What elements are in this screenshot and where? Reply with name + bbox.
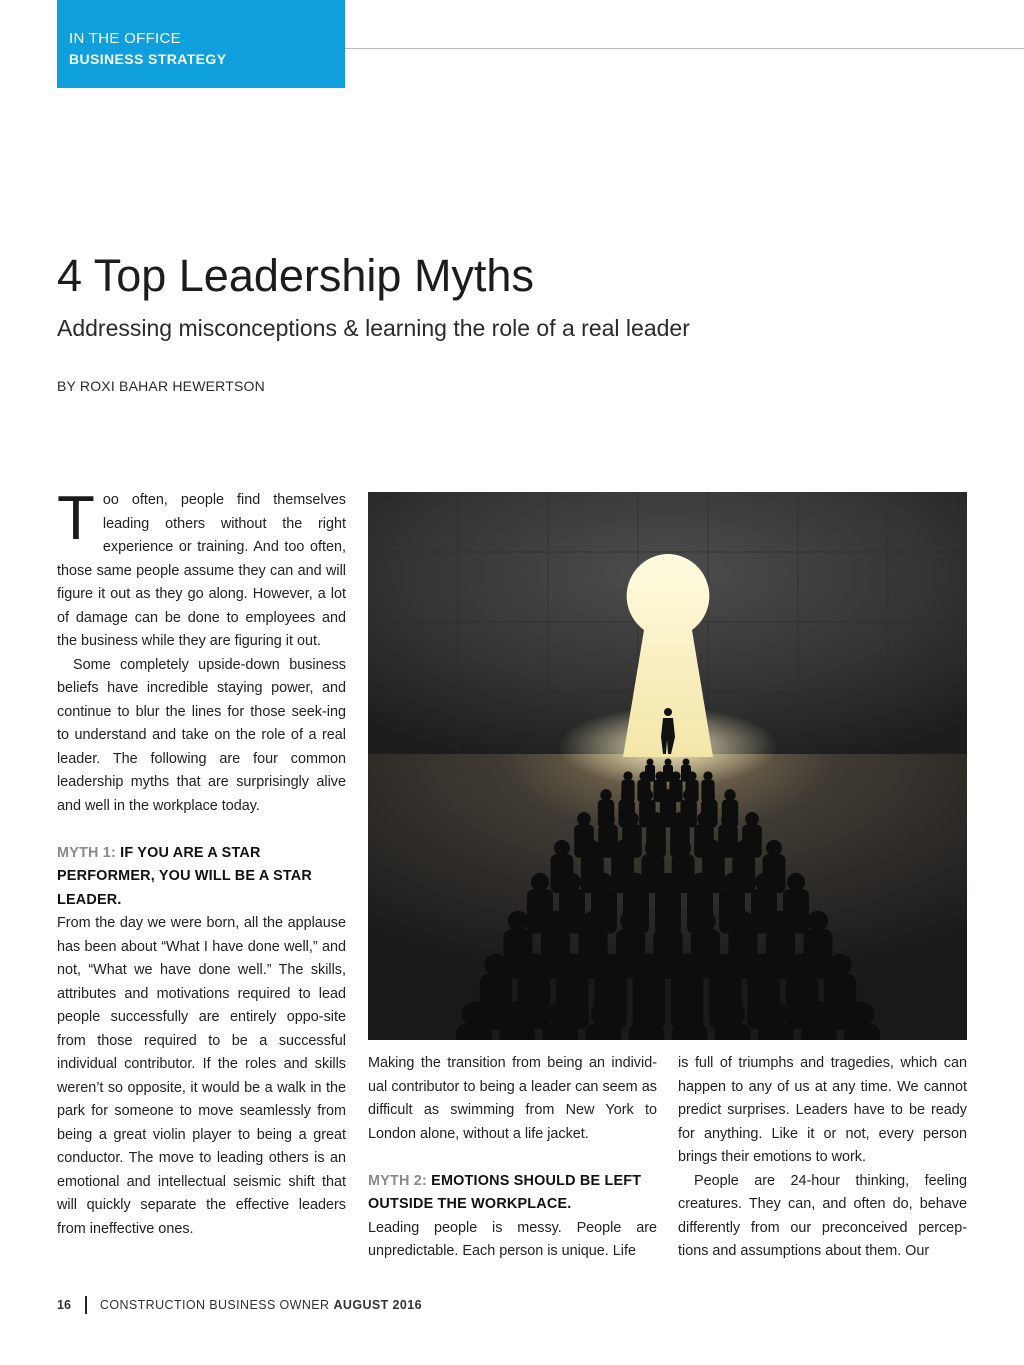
person-head: [673, 812, 687, 826]
person-body: [456, 1024, 492, 1040]
person-head: [659, 873, 677, 891]
header-rule: [345, 48, 1024, 49]
person-head: [790, 954, 813, 977]
myth-1-heading: [57, 842, 346, 913]
person-body: [715, 1024, 751, 1040]
person-head: [554, 840, 570, 856]
article-title: 4 Top Leadership Myths: [57, 250, 534, 301]
person-head: [662, 789, 673, 800]
person-head: [704, 789, 715, 800]
person-head: [808, 911, 828, 931]
column-2: [368, 1052, 657, 1264]
person-head: [671, 771, 680, 780]
person-head: [649, 812, 663, 826]
paragraph: Leading people is messy. People are unpredictable. Each person is unique. Life: [368, 1219, 657, 1259]
person-body: [663, 765, 673, 782]
person-head: [736, 840, 752, 856]
person-head: [577, 812, 591, 826]
person-head: [766, 840, 782, 856]
paragraph-intro: Too often, people find themselves leading others without the right experience or training. And too often, those same people assume they can and will figure it out as they go along. However, a lot of damage can be done to employees and the business while they are figuring it out.: [57, 484, 346, 649]
person-head: [752, 954, 775, 977]
person-head: [721, 812, 735, 826]
paragraph: Making the transition from being an individ-ual contributor to being a leader can seem as difficult as swimming from New York to London alone, without a life jacket.: [368, 1055, 657, 1142]
person-head: [627, 873, 645, 891]
person-head: [531, 873, 549, 891]
person-head: [462, 1002, 487, 1027]
drop-cap: T: [57, 484, 95, 553]
page-number: 16: [57, 1298, 71, 1312]
person-head: [733, 911, 753, 931]
person-head: [595, 873, 613, 891]
column-3: [678, 1052, 967, 1264]
person-head: [485, 954, 508, 977]
section-tag: [57, 0, 345, 88]
person-head: [642, 789, 653, 800]
person-head: [720, 1002, 745, 1027]
person-head: [655, 771, 664, 780]
person-head: [508, 911, 528, 931]
person-body: [598, 824, 618, 857]
person-body: [718, 824, 738, 857]
person-body: [844, 1024, 880, 1040]
publication-name: CONSTRUCTION BUSINESS OWNER: [99, 1298, 330, 1312]
person-head: [724, 789, 735, 800]
issue-date: AUGUST 2016: [333, 1298, 422, 1312]
person-head: [745, 812, 759, 826]
person-head: [695, 911, 715, 931]
myth-number: MYTH 2:: [368, 1172, 427, 1189]
paragraph: Some completely upside-down business beliefs have incredible staying power, and continue to blur the lines for those seek-ing to understand and take on the role of a real leader. The following are four common leadership myths that are surprisingly alive and well in the workplace today.: [57, 656, 346, 814]
person-head: [638, 954, 661, 977]
person-body: [758, 1024, 794, 1040]
paragraph: People are 24-hour thinking, feeling creatures. They can, and often do, behave differently from our preconceived percep-tions and assumptions about them. Our: [678, 1172, 967, 1259]
person-head: [677, 1002, 702, 1027]
person-body: [672, 1024, 708, 1040]
myth-number: MYTH 1:: [57, 844, 116, 861]
myth-title: EMOTIONS SHOULD BE LEFT OUTSIDE THE WORKPLACE.: [368, 1172, 642, 1212]
footer-divider: [85, 1296, 87, 1314]
person-body: [629, 1024, 665, 1040]
person-head: [523, 954, 546, 977]
person-head: [621, 789, 632, 800]
person-head: [787, 873, 805, 891]
person-head: [563, 873, 581, 891]
person-head: [561, 954, 584, 977]
person-body: [801, 1024, 837, 1040]
person-head: [683, 789, 694, 800]
person-head: [763, 1002, 788, 1027]
person-head: [683, 759, 690, 766]
person-head: [623, 771, 632, 780]
person-head: [599, 954, 622, 977]
person-head: [705, 840, 721, 856]
article-subtitle: Addressing misconceptions & learning the role of a real leader: [57, 315, 690, 341]
person-head: [600, 789, 611, 800]
page-footer: [57, 1296, 422, 1314]
person-head: [665, 759, 672, 766]
subsection-label: BUSINESS STRATEGY: [69, 51, 227, 67]
person-head: [548, 1002, 573, 1027]
person-head: [584, 840, 600, 856]
person-head: [676, 954, 699, 977]
person-head: [723, 873, 741, 891]
person-head: [714, 954, 737, 977]
column-1: [57, 484, 346, 1241]
person-head: [634, 1002, 659, 1027]
section-label: IN THE OFFICE: [69, 30, 181, 47]
person-head: [658, 911, 678, 931]
myth-title: IF YOU ARE A STAR PERFORMER, YOU WILL BE A STAR LEADER.: [57, 844, 312, 908]
person-head: [675, 840, 691, 856]
person-head: [505, 1002, 530, 1027]
paragraph: is full of triumphs and tragedies, which can happen to any of us at any time. We cannot predict surprises. Leaders have to be ready for anything. Like it or not, every person brings their emotions to work.: [678, 1055, 967, 1165]
person-head: [545, 911, 565, 931]
keyhole-crowd-photo: [368, 492, 967, 1040]
person-body: [542, 1024, 578, 1040]
myth-2-heading: [368, 1170, 657, 1217]
person-head: [687, 771, 696, 780]
person-body: [586, 1024, 622, 1040]
person-head: [697, 812, 711, 826]
person-head: [647, 759, 654, 766]
person-head: [806, 1002, 831, 1027]
person-head: [639, 771, 648, 780]
person-head: [829, 954, 852, 977]
person-head: [691, 873, 709, 891]
person-head: [583, 911, 603, 931]
person-head: [770, 911, 790, 931]
person-head: [615, 840, 631, 856]
person-head: [591, 1002, 616, 1027]
paragraph: From the day we were born, all the applause has been about “What I have done well,” and not, “What we have done well.” The skills, attributes and motivations required to lead people successfully are entirely oppo-site from those required to be a successful individual contributor. If the roles and skills weren’t so opposite, it would be a walk in the park for someone to move seamlessly from being a great violin player to being a great conductor. The move to leading others is an emotional and intellectual seismic shift that will quickly separate the effective leaders from ineffective ones.: [57, 915, 346, 1237]
person-body: [499, 1024, 535, 1040]
person-body: [660, 800, 676, 828]
person-head: [850, 1002, 875, 1027]
person-head: [755, 873, 773, 891]
byline: BY ROXI BAHAR HEWERTSON: [57, 378, 265, 394]
person-head: [625, 812, 639, 826]
person-head: [620, 911, 640, 931]
person-head: [601, 812, 615, 826]
person-head: [703, 771, 712, 780]
person-head: [645, 840, 661, 856]
